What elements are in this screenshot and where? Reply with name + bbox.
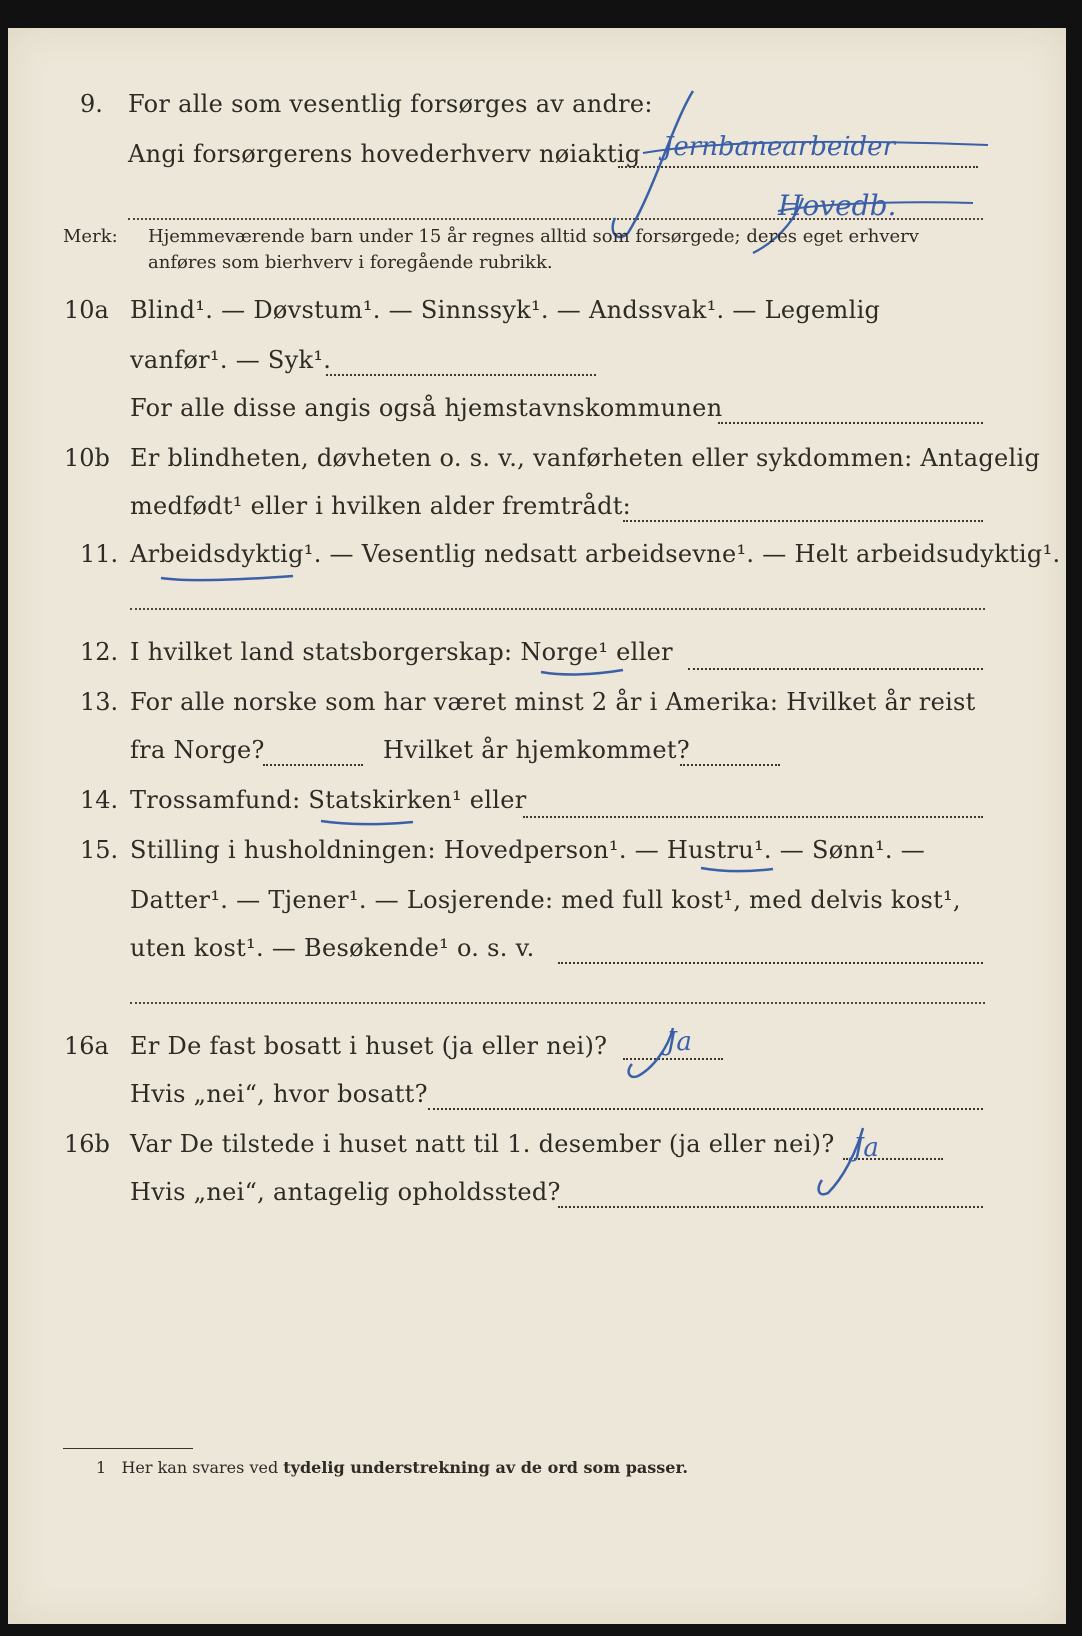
footnote-rule	[63, 1448, 193, 1449]
q11-underline-mark	[158, 568, 298, 588]
q15-answer-line	[558, 962, 983, 964]
q10b-line2: medfødt¹ eller i hvilken alder fremtrådt:	[130, 492, 632, 520]
merk-line1: Hjemmeværende barn under 15 år regnes alltid som forsørgede; deres eget erhverv	[148, 226, 919, 247]
q12-answer-line	[688, 668, 983, 670]
merk-line2: anføres som bierhverv i foregående rubrikk.	[148, 252, 553, 273]
q10a-line1: Blind¹. — Døvstum¹. — Sinnssyk¹. — Andssvak¹. — Legemlig	[130, 296, 881, 324]
q16b-handwritten-answer	[808, 1118, 918, 1208]
q10a-line3: For alle disse angis også hjemstavnskommunen	[130, 394, 723, 422]
q10a-number: 10a	[64, 296, 109, 324]
q14-underline-mark	[318, 814, 418, 830]
q11-number: 11.	[80, 540, 119, 568]
census-form-page	[8, 28, 1066, 1624]
q13-hjemkommet-line	[680, 764, 780, 766]
q16b-hand-text: Ja	[853, 1133, 879, 1163]
merk-label: Merk:	[63, 226, 118, 247]
footnote-mark: 1	[96, 1458, 107, 1477]
q9-number: 9.	[80, 90, 103, 118]
q9-hand-text-2: Hovedb.	[778, 189, 897, 222]
q16a-line2: Hvis „nei“, hvor bosatt?	[130, 1080, 428, 1108]
q16a-number: 16a	[64, 1032, 109, 1060]
q13-reist-line	[263, 764, 363, 766]
q16a-hand-text: Ja	[666, 1027, 692, 1057]
q15-number: 15.	[80, 836, 119, 864]
q16b-opholdssted-line	[558, 1206, 983, 1208]
q10b-answer-line	[623, 520, 983, 522]
q15-underline-mark	[698, 862, 778, 878]
q9-hand-text-1: Jernbanearbeider	[663, 132, 895, 162]
q16a-handwritten-answer	[618, 1018, 728, 1088]
q16b-number: 16b	[64, 1130, 110, 1158]
q13-number: 13.	[80, 688, 119, 716]
q15-line1: Stilling i husholdningen: Hovedperson¹. — Hustru¹. — Sønn¹. —	[130, 836, 926, 864]
q14-line1: Trossamfund: Statskirken¹ eller	[130, 786, 527, 814]
q16b-line2: Hvis „nei“, antagelig opholdssted?	[130, 1178, 561, 1206]
q13-line2b: Hvilket år hjemkommet?	[383, 736, 690, 764]
q15-line3: uten kost¹. — Besøkende¹ o. s. v.	[130, 934, 535, 962]
q9-question-line1: For alle som vesentlig forsørges av andre:	[128, 90, 653, 118]
q16b-line1: Var De tilstede i huset natt til 1. desember (ja eller nei)?	[130, 1130, 835, 1158]
q13-line2a: fra Norge?	[130, 736, 265, 764]
footnote	[96, 1458, 688, 1477]
q12-number: 12.	[80, 638, 119, 666]
q10a-hjemstavn-line	[718, 422, 983, 424]
q16a-bosatt-line	[428, 1108, 983, 1110]
q10a-answer-line	[326, 374, 596, 376]
footnote-text: Her kan svares ved	[121, 1458, 279, 1477]
q13-line1: For alle norske som har været minst 2 år i Amerika: Hvilket år reist	[130, 688, 976, 716]
q9-question-line2: Angi forsørgerens hovederhverv nøiaktig	[128, 140, 641, 168]
q10b-line1: Er blindheten, døvheten o. s. v., vanførheten eller sykdommen: Antagelig	[130, 444, 1041, 472]
q11-line1: Arbeidsdyktig¹. — Vesentlig nedsatt arbeidsevne¹. — Helt arbeidsudyktig¹.	[130, 540, 1061, 568]
q15-line2: Datter¹. — Tjener¹. — Losjerende: med full kost¹, med delvis kost¹,	[130, 886, 961, 914]
q10b-number: 10b	[64, 444, 110, 472]
q11-answer-line	[130, 608, 985, 610]
q14-number: 14.	[80, 786, 119, 814]
q12-line1: I hvilket land statsborgerskap: Norge¹ eller	[130, 638, 673, 666]
footnote-text-bold: tydelig understrekning av de ord som passer.	[283, 1458, 688, 1477]
q16a-line1: Er De fast bosatt i huset (ja eller nei)?	[130, 1032, 608, 1060]
q12-underline-mark	[538, 664, 628, 680]
q14-answer-line	[523, 816, 983, 818]
q10a-line2: vanfør¹. — Syk¹.	[130, 346, 332, 374]
q15-answer-line-2	[130, 1002, 985, 1004]
